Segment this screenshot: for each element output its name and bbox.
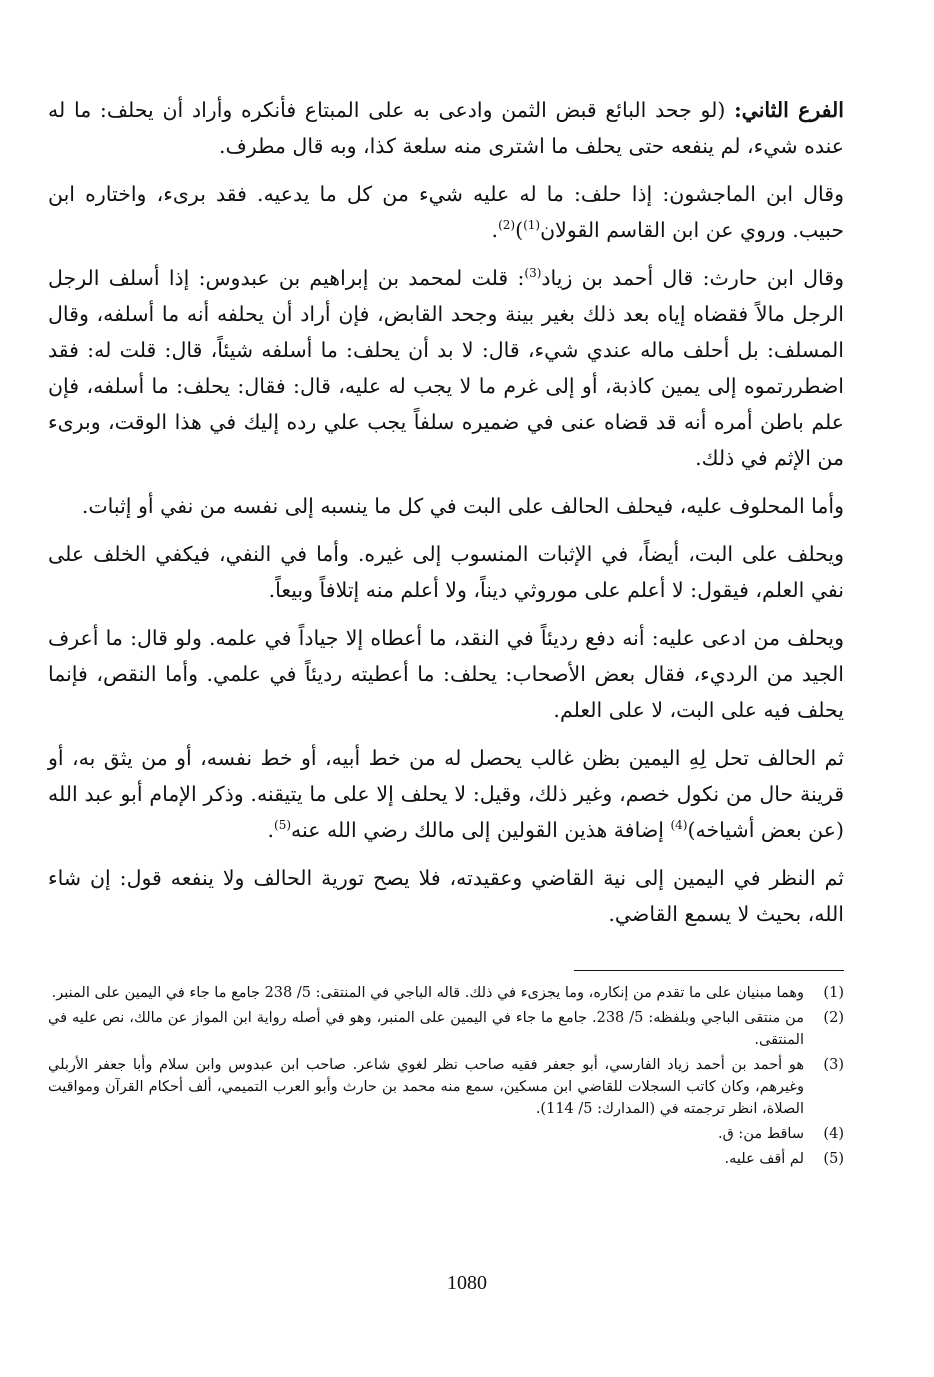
footnote-text: هو أحمد بن أحمد زياد الفارسي، أبو جعفر فقيه صاحب نظر لغوي شاعر. صاحب ابن عبدوس وابن سلام وأبا جعفر الأربلي وغيرهم، وكان كاتب السجلات للقاضي ابن مسكين، سمع منه محمد بن حارث وأبو العرب التميمي، ألف أحكام القرآن ومواقيت الصلاة، انظر ترجمته في (المدارك: 5/ 114). — [48, 1057, 804, 1117]
paragraph-text: ويحلف على البت، أيضاً، في الإثبات المنسوب إلى غيره. وأما في النفي، فيكفي الخلف على نفي العلم، فيقول: لا أعلم على موروثي ديناً، ولا أعلم منه إتلافاً وبيعاً. — [48, 542, 844, 602]
paragraph-4 — [48, 488, 844, 524]
paragraph-3 — [48, 260, 844, 476]
paragraph-7 — [48, 740, 844, 848]
footnote-number: (5) — [823, 1151, 844, 1167]
paragraph-2 — [48, 176, 844, 248]
paragraph-text: وأما المحلوف عليه، فيحلف الحالف على البت في كل ما ينسبه إلى نفسه من نفي أو إثبات. — [81, 494, 844, 518]
paragraph-text: . — [491, 218, 499, 242]
paragraph-1 — [48, 92, 844, 164]
paragraph-text: وقال ابن حارث: قال أحمد بن زياد — [541, 266, 844, 290]
paragraph-5 — [48, 536, 844, 608]
paragraph-text: إضافة هذين القولين إلى مالك رضي الله عنه — [291, 818, 671, 842]
footnote-text: وهما مبنيان على ما تقدم من إنكاره، وما يجزىء في ذلك. قاله الباجي في المنتقى: 5/ 238 جامع ما جاء في اليمين على المنبر. — [51, 985, 804, 1001]
main-text — [48, 92, 844, 944]
footnote-ref[interactable]: (4) — [670, 818, 688, 833]
paragraph-8 — [48, 860, 844, 932]
footnote-ref[interactable]: (2) — [498, 218, 516, 233]
footnote-text: لم أقف عليه. — [724, 1151, 804, 1167]
footnotes — [48, 982, 844, 1173]
footnote-separator — [574, 970, 844, 971]
footnote-item — [48, 1123, 844, 1145]
footnote-item — [48, 1054, 844, 1120]
footnote-item — [48, 982, 844, 1004]
page-number: 1080 — [447, 1272, 487, 1294]
paragraph-text: (لو جحد البائع قبض الثمن وادعى به على المبتاع فأنكره وأراد أن يحلف: ما له عنده شيء، لم ينفعه حتى يحلف ما اشترى منه سلعة كذا، وبه قال مطرف. — [48, 98, 844, 158]
footnote-ref[interactable]: (3) — [524, 266, 542, 281]
footnote-ref[interactable]: (1) — [523, 218, 541, 233]
paragraph-text: . — [267, 818, 275, 842]
footnote-number: (3) — [823, 1057, 844, 1073]
footnote-item — [48, 1007, 844, 1051]
paragraph-text: ويحلف من ادعى عليه: أنه دفع رديئاً في النقد، ما أعطاه إلا جياداً في علمه. ولو قال: ما أعرف الجيد من الرديء، فقال بعض الأصحاب: يحلف: ما أعطيته رديئاً في علمي. وأما النقص، فإنما يحلف فيه على البت، لا على العلم. — [48, 626, 844, 722]
paragraph-text: ثم الحالف تحل لِهِ اليمين بظن غالب يحصل له من خط أبيه، أو خط نفسه، أو من يثق به، أو قرينة حال من نكول خصم، وغير ذلك، وقيل: لا يحلف إلا على ما يتيقنه. وذكر الإمام أبو عبد الله (عن بعض أشياخه) — [48, 746, 844, 842]
paragraph-text: ) — [515, 218, 524, 242]
paragraph-text: وقال ابن الماجشون: إذا حلف: ما له عليه شيء من كل ما يدعيه. فقد برىء، واختاره ابن حبيب. وروي عن ابن القاسم القولان — [48, 182, 844, 242]
section-heading: الفرع الثاني: — [734, 98, 844, 122]
footnote-number: (4) — [823, 1126, 844, 1142]
paragraph-text: ثم النظر في اليمين إلى نية القاضي وعقيدته، فلا يصح تورية الحالف ولا ينفعه قول: إن شاء الله، بحيث لا يسمع القاضي. — [48, 866, 844, 926]
paragraph-6 — [48, 620, 844, 728]
footnote-item — [48, 1148, 844, 1170]
paragraph-text: : قلت لمحمد بن إبراهيم بن عبدوس: إذا أسلف الرجل الرجل مالاً فقضاه إياه بعد ذلك بغير بينة وجحد القابض، فإن أراد أن يحلفه أنه ما أسلفه، وقال المسلف: بل أحلف ماله عندي شيء، قال: لا بد أن يحلف: ما أسلفه شيئاً، قال: قلت له: فقد اضطررتموه إلى يمين كاذبة، أو إلى غرم ما لا يجب له عليه، قال: فقال: يحلف: ما أسلفه، فإن علم باطن أمره أنه قد قضاه عنى في ضميره سلفاً يجب علي رده إليك في هذا الوقت، وبرىء من الإثم في ذلك. — [48, 266, 844, 470]
footnote-text: ساقط من: ق. — [717, 1126, 804, 1142]
footnote-ref[interactable]: (5) — [274, 818, 292, 833]
footnote-number: (2) — [823, 1010, 844, 1026]
footnote-text: من منتقى الباجي وبلفظه: 5/ 238. جامع ما جاء في اليمين على المنبر، وهو في أصله رواية ابن المواز عن مالك، نص عليه في المنتقى. — [48, 1010, 804, 1048]
footnote-number: (1) — [823, 985, 844, 1001]
